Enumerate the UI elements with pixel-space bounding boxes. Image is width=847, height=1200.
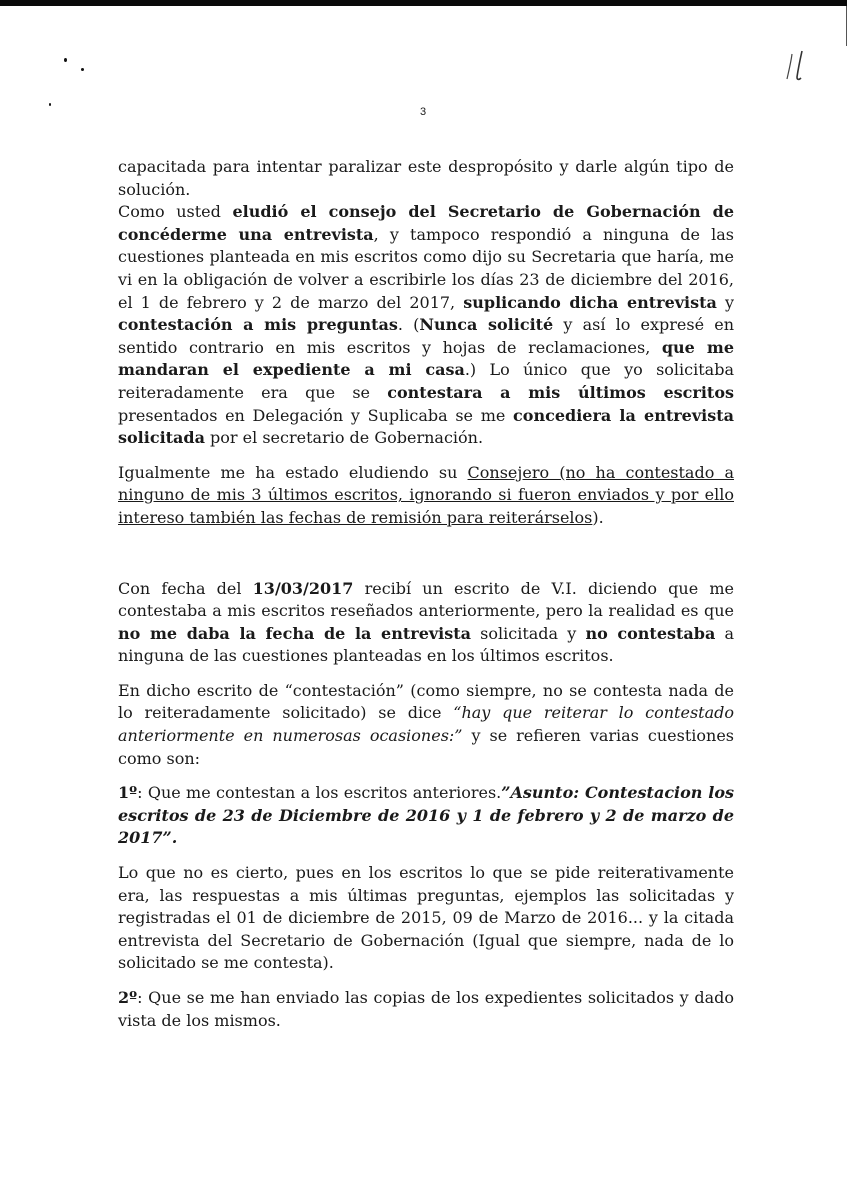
text: , y tampoco respondió a ninguna de las cuestiones planteada en mis escritos como dijo su Secretaria que haría, me vi en la obligación de volver a escribirle los días 23 de diciembre del 2016, el 1 de febrero y 2 de marzo del 2017, bbox=[118, 224, 734, 312]
text: Igualmente me ha estado eludiendo su bbox=[118, 462, 468, 482]
list-item-2 bbox=[118, 987, 734, 1032]
scan-speck bbox=[81, 68, 84, 71]
handwritten-page-mark bbox=[782, 46, 822, 86]
text: y bbox=[716, 292, 735, 312]
paragraph-no-es-cierto bbox=[118, 862, 734, 975]
text: Como usted bbox=[118, 202, 233, 222]
bold-italic-quote: ”Asunto: Contestacion los escritos de 23 de Diciembre de 2016 y 1 de febrero y 2 de marzo de 2017”. bbox=[118, 783, 734, 848]
text: presentados en Delegación y Suplicaba se me bbox=[118, 405, 514, 425]
text: y se refieren varias cuestiones como son: bbox=[118, 726, 735, 768]
text: En dicho escrito de “contestación” (como siempre, no se contesta nada de lo reiteradamente solicitado) se dice bbox=[118, 680, 734, 723]
scan-speck bbox=[49, 103, 51, 106]
page-number: 3 bbox=[420, 106, 427, 118]
list-item-1 bbox=[118, 782, 734, 850]
text: recibí un escrito de V.I. diciendo que me contestaba a mis escritos reseñados anteriormente, pero la realidad es que bbox=[118, 578, 734, 621]
scan-speck bbox=[64, 58, 67, 62]
paragraph-contestacion bbox=[118, 680, 734, 770]
bold-text: eludió el consejo del Secretario de Gobernación de concéderme una entrevista bbox=[118, 202, 734, 244]
bold-date: 13/03/2017 bbox=[252, 578, 354, 598]
bold-text: suplicando dicha entrevista bbox=[463, 292, 717, 312]
text: .) Lo único que yo solicitaba reiteradamente era que se bbox=[118, 360, 734, 402]
text: Con fecha del bbox=[118, 578, 253, 598]
italic-quote: “hay que reiterar lo contestado anteriormente en numerosas ocasiones:” bbox=[118, 703, 734, 746]
text: solicitada y bbox=[471, 623, 586, 643]
text: y así lo expresé en sentido contrario en mis escritos y hojas de reclamaciones, bbox=[118, 315, 735, 357]
text: por el secretario de Gobernación. bbox=[204, 428, 484, 448]
scan-top-border bbox=[0, 0, 847, 6]
bold-text: contestación a mis preguntas bbox=[118, 315, 398, 335]
text: : Que me contestan a los escritos anteriores. bbox=[137, 783, 502, 803]
bold-text: contestara a mis últimos escritos bbox=[387, 382, 734, 402]
underlined-text: Consejero (no ha contestado a ninguno de mis 3 últimos escritos, ignorando si fueron enviados y por ello intereso también las fechas de remisión para reiterárselos bbox=[118, 462, 735, 527]
text: capacitada para intentar paralizar este despropósito y darle algún tipo de solución. bbox=[118, 157, 734, 199]
text: : Que se me han enviado las copias de los expedientes solicitados y dado vista de los mismos. bbox=[118, 988, 734, 1030]
paragraph-fecha-escrito bbox=[118, 578, 734, 668]
bold-text: concediera la entrevista solicitada bbox=[118, 405, 734, 448]
text: a ninguna de las cuestiones planteadas en los últimos escritos. bbox=[118, 623, 735, 666]
bold-text: Nunca solicité bbox=[419, 315, 554, 335]
paragraph-consejero bbox=[118, 462, 734, 530]
text: ). bbox=[592, 507, 604, 527]
item-number: 2º bbox=[118, 988, 138, 1007]
item-number: 1º bbox=[118, 783, 138, 803]
bold-text: no contestaba bbox=[585, 623, 716, 643]
text: . ( bbox=[397, 315, 420, 335]
paragraph-eludio-consejo bbox=[118, 201, 734, 450]
bold-text: no me daba la fecha de la entrevista bbox=[118, 623, 472, 643]
bold-text: que me mandaran el expediente a mi casa bbox=[118, 337, 735, 380]
paragraph-continuation bbox=[118, 156, 734, 201]
text: Lo que no es cierto, pues en los escritos lo que se pide reiterativamente era, las respuestas a mis últimas preguntas, ejemplos las solicitadas y registradas el 01 de diciembre de 2015, 09 de Marzo de 2016... y la citada entrevista del Secretario de Gobernación (Igual que siempre, nada de lo solicitado se me contesta). bbox=[118, 863, 734, 973]
document-body bbox=[118, 156, 734, 1032]
